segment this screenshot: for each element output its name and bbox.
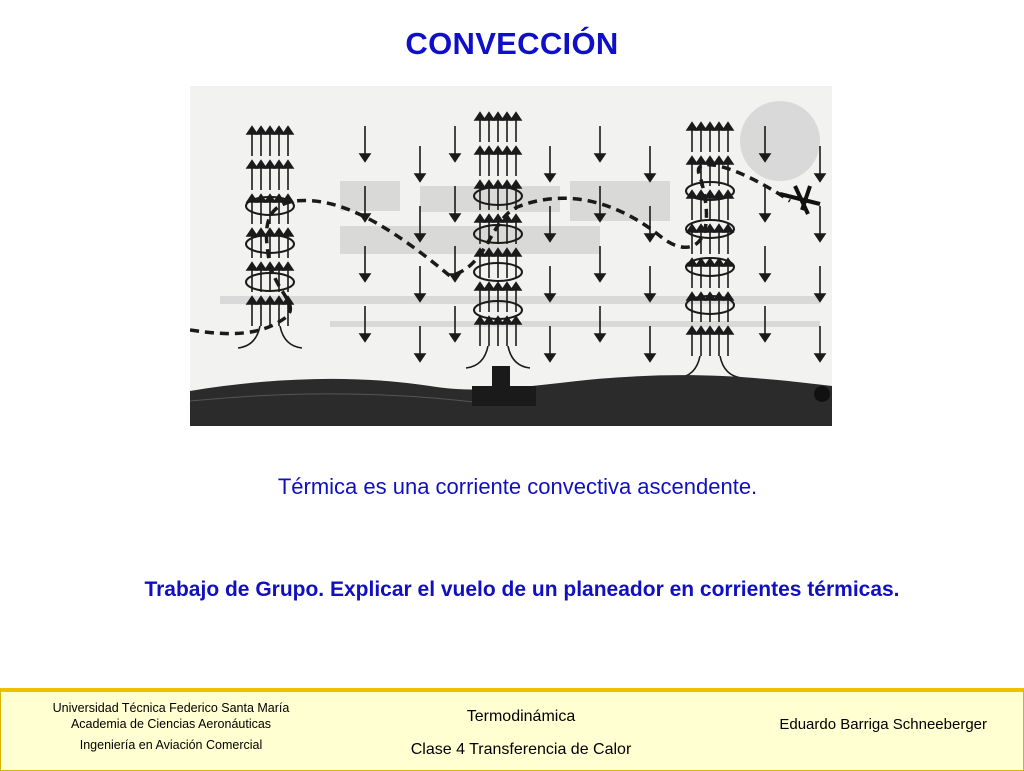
footer-author: Eduardo Barriga Schneeberger bbox=[779, 716, 987, 733]
footer-academy: Academia de Ciencias Aeronáuticas bbox=[70, 717, 272, 731]
inflow-curve bbox=[508, 346, 530, 368]
inflow-curve bbox=[280, 326, 302, 348]
footer-program: Ingeniería en Aviación Comercial bbox=[79, 738, 263, 752]
thermal-caption: Térmica es una corriente convectiva ascendente. bbox=[277, 474, 758, 499]
footer-course-info bbox=[361, 708, 681, 759]
footer-university: Universidad Técnica Federico Santa María bbox=[52, 701, 290, 715]
footer-institution bbox=[21, 700, 321, 753]
group-task-text: Trabajo de Grupo. Explicar el vuelo de un planeador en corrientes térmicas. bbox=[144, 578, 900, 601]
footer-lecture: Clase 4 Transferencia de Calor bbox=[410, 741, 632, 758]
thermal-glider-illustration bbox=[190, 86, 832, 426]
slide-title: CONVECCIÓN bbox=[405, 26, 619, 61]
inflow-curve bbox=[466, 346, 488, 368]
inflow-curve bbox=[678, 356, 700, 378]
slide-footer bbox=[0, 688, 1024, 771]
building-icon bbox=[472, 386, 536, 406]
footer-course: Termodinámica bbox=[466, 708, 576, 725]
convection-diagram bbox=[190, 86, 832, 426]
background-smudge bbox=[220, 101, 820, 327]
inflow-curve bbox=[720, 356, 742, 378]
glider-icon bbox=[780, 186, 820, 214]
